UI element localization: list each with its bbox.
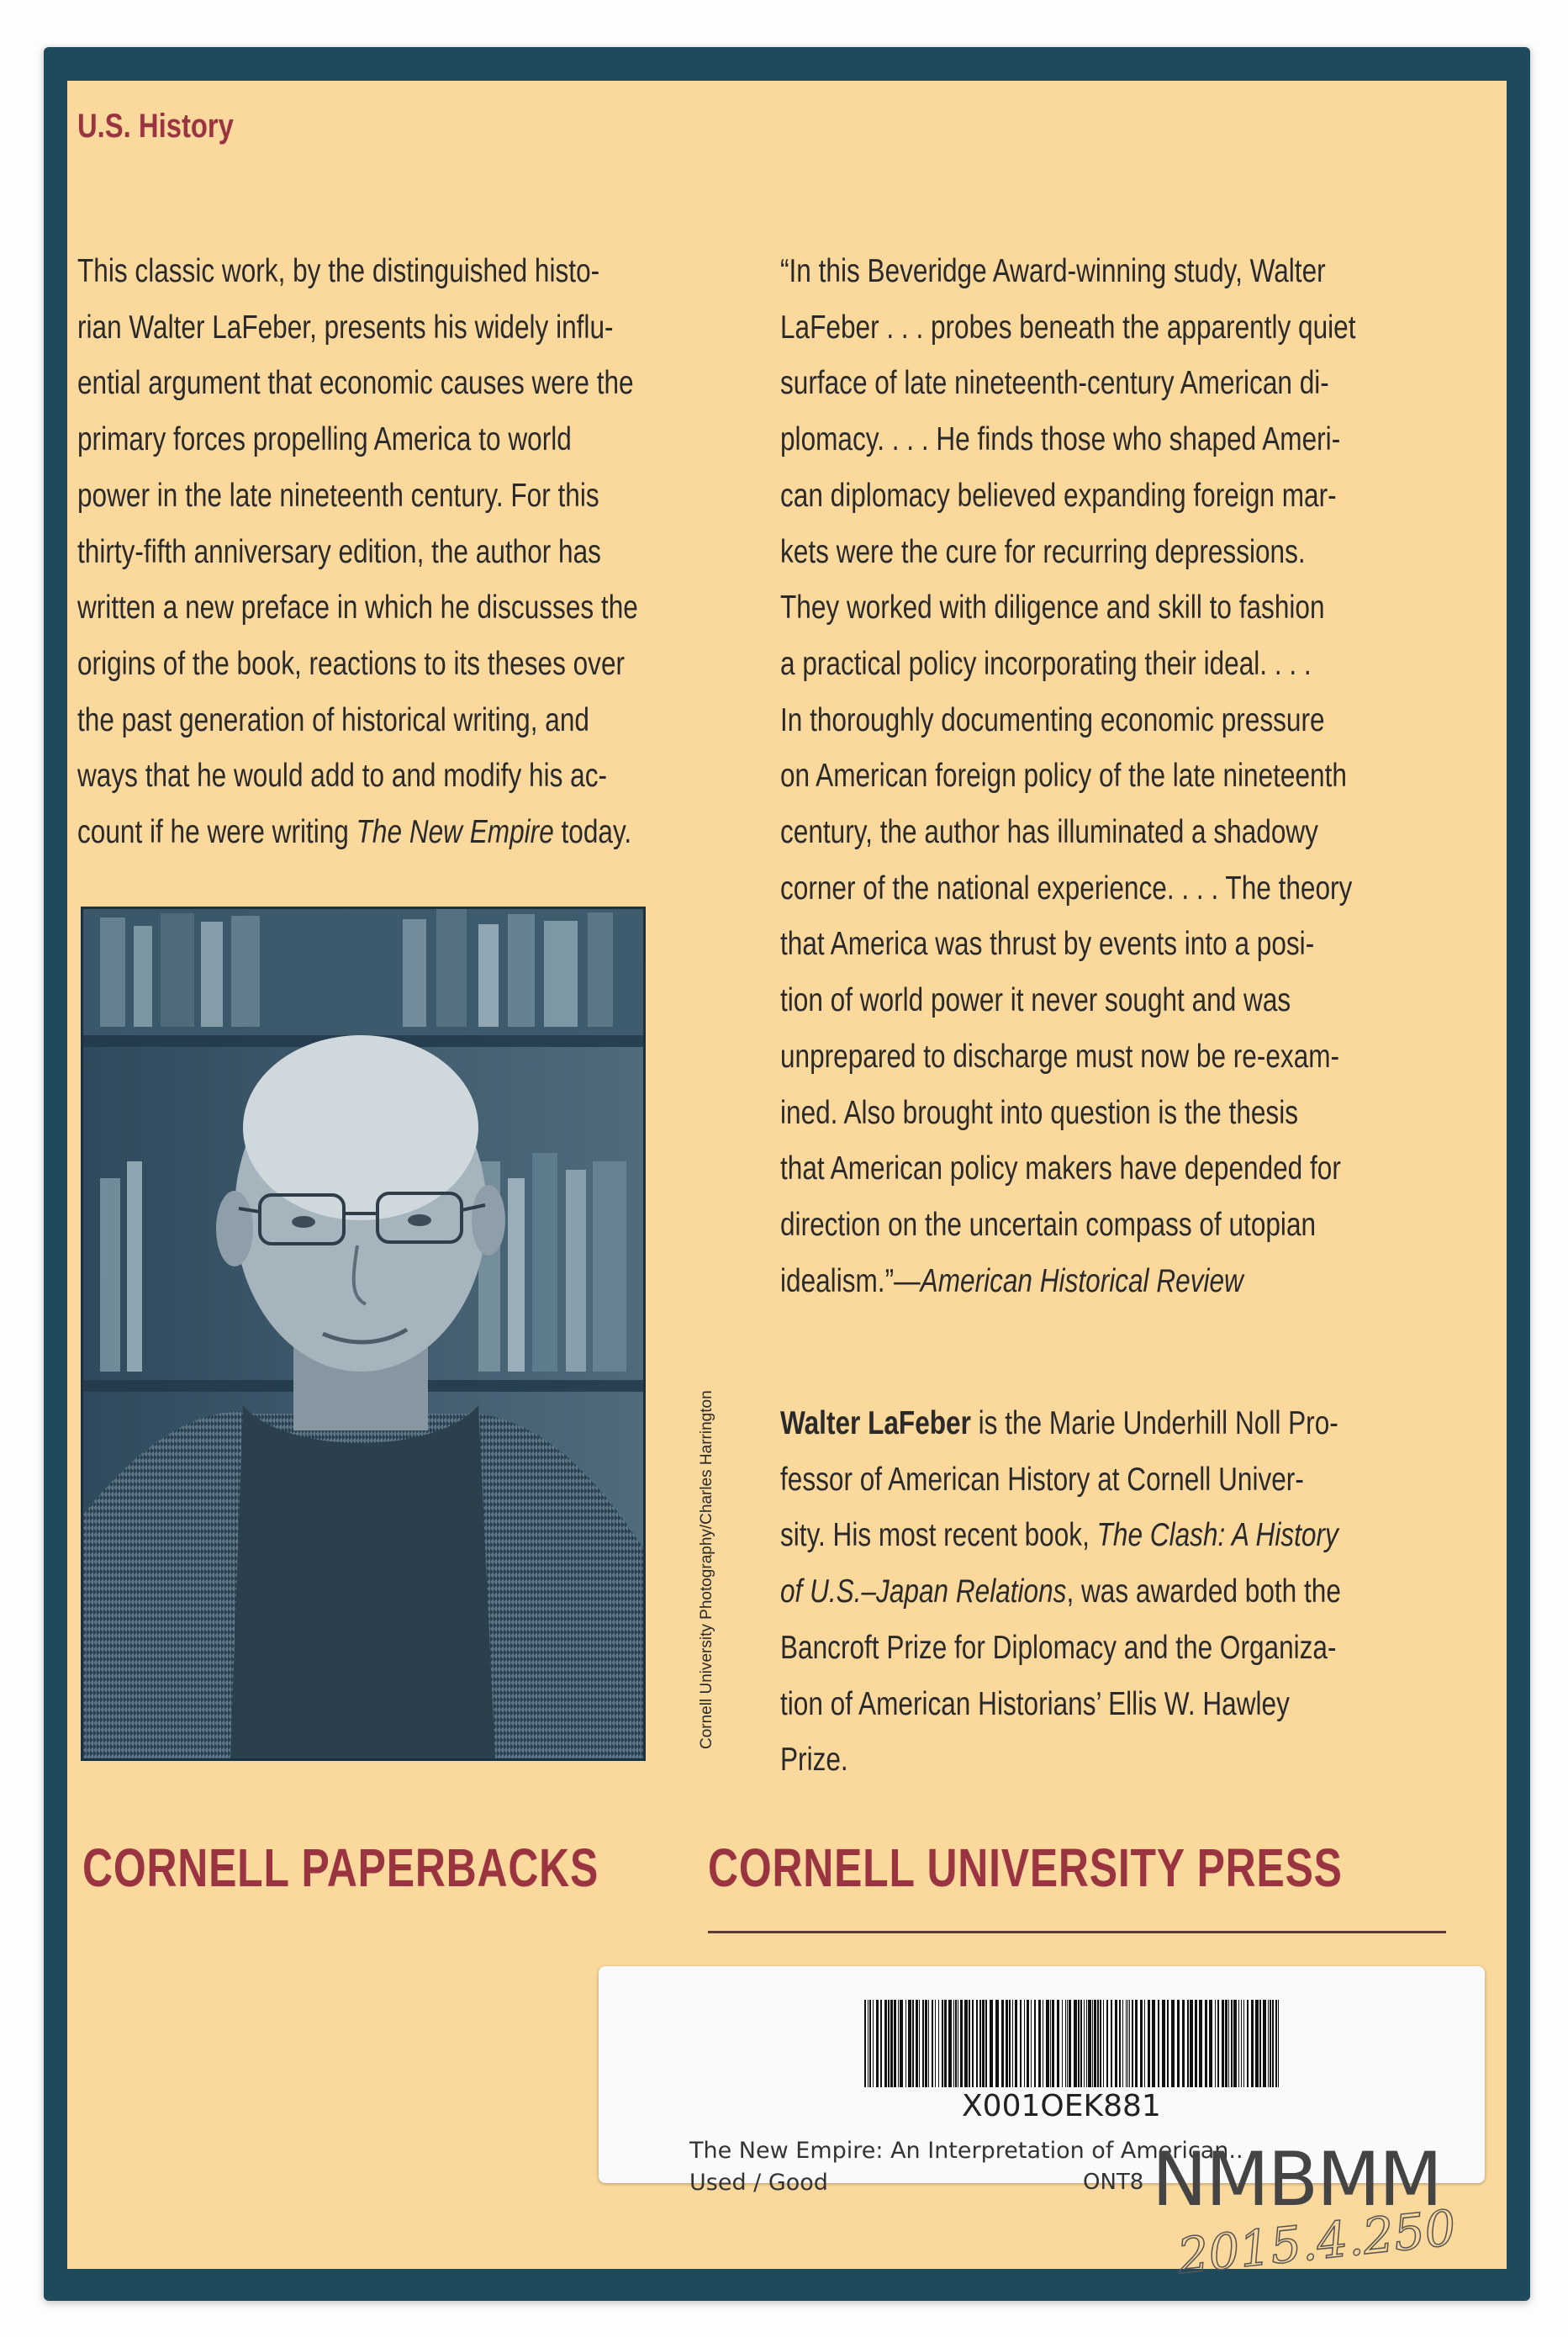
review-line: ined. Also brought into question is the thesis (780, 1094, 1299, 1131)
imprint-paperbacks: CORNELL PAPERBACKS (82, 1837, 599, 1898)
description-line: This classic work, by the distinguished histo- (77, 253, 600, 289)
description-text: count if he were writing (77, 814, 356, 851)
review-line: unprepared to discharge must now be re-exam- (780, 1038, 1340, 1075)
bio-line (780, 1396, 1449, 1452)
imprint-press: CORNELL UNIVERSITY PRESS (708, 1837, 1343, 1898)
review-line: They worked with diligence and skill to fashion (780, 590, 1325, 627)
bio-line: tion of American Historians’ Ellis W. Hawley (780, 1685, 1290, 1722)
bio-text: sity. His most recent book, (780, 1517, 1097, 1554)
bio-line: fessor of American History at Cornell Univer- (780, 1461, 1304, 1498)
category-label: U.S. History (77, 108, 234, 145)
review-line: tion of world power it never sought and was (780, 982, 1291, 1019)
description-line: ways that he would add to and modify his ac- (77, 758, 608, 795)
divider-rule (708, 1931, 1446, 1933)
review-line: that American policy makers have depended for (780, 1150, 1341, 1187)
description-line: written a new preface in which he discusses the (77, 590, 638, 627)
bio-text: , was awarded both the (1066, 1573, 1341, 1610)
author-bio (780, 1396, 1449, 1789)
sticker-condition: Used / Good (689, 2170, 828, 2196)
bio-text: is the Marie Underhill Noll Pro- (970, 1405, 1338, 1441)
review-line: kets were the cure for recurring depressions. (780, 533, 1306, 570)
review-line: plomacy. . . . He finds those who shaped Ameri- (780, 421, 1341, 458)
review-source: American Historical Review (920, 1262, 1243, 1299)
author-photo (81, 907, 646, 1761)
bio-book-title: of U.S.–Japan Relations (780, 1573, 1067, 1610)
sticker-code: X001OEK881 (962, 2089, 1161, 2123)
review-line: can diplomacy believed expanding foreign mar- (780, 477, 1337, 514)
description-line: thirty-fifth anniversary edition, the author has (77, 533, 601, 570)
review-line: that America was thrust by events into a posi- (780, 926, 1315, 963)
book-title: The New Empire (356, 814, 554, 851)
description-text: today. (553, 814, 632, 851)
bio-line (780, 1564, 1449, 1621)
review-line: LaFeber . . . probes beneath the apparently quiet (780, 309, 1356, 346)
photo-credit: Cornell University Photography/Charles Harrington (698, 1390, 715, 1749)
author-portrait-illustration (83, 909, 643, 1758)
description-last-line (77, 805, 717, 861)
museum-stamp: NMBMM (1152, 2136, 1441, 2223)
review-line: corner of the national experience. . . . The theory (780, 870, 1353, 907)
description-line: rian Walter LaFeber, presents his widely influ- (77, 309, 614, 346)
review-last-line (780, 1254, 1449, 1310)
sticker-title: The New Empire: An Interpretation of American.. (689, 2138, 1243, 2164)
sticker-location: ONT8 (1083, 2170, 1144, 2195)
accession-number: 2015.4.250 (1175, 2198, 1459, 2286)
review-line: direction on the uncertain compass of utopian (780, 1206, 1317, 1243)
bio-book-title: The Clash: A History (1096, 1517, 1338, 1554)
description-line: power in the late nineteenth century. For this (77, 477, 599, 514)
review-line: a practical policy incorporating their ideal. . . . (780, 645, 1312, 682)
review-line: “In this Beveridge Award-winning study, Walter (780, 253, 1326, 289)
barcode (864, 2000, 1285, 2087)
description-line: ential argument that economic causes were the (77, 365, 634, 402)
review-text: idealism.”— (780, 1262, 921, 1299)
bio-line: Prize. (780, 1742, 848, 1779)
author-name: Walter LaFeber (780, 1405, 971, 1441)
description-line: origins of the book, reactions to its theses over (77, 645, 626, 682)
review-line: on American foreign policy of the late nineteenth (780, 758, 1347, 795)
description-line: primary forces propelling America to world (77, 421, 572, 458)
bio-line: Bancroft Prize for Diplomacy and the Organiza- (780, 1629, 1337, 1666)
review-quote (780, 244, 1449, 1309)
review-line: century, the author has illuminated a shadowy (780, 814, 1318, 851)
book-description (77, 244, 717, 861)
review-line: surface of late nineteenth-century American di- (780, 365, 1329, 402)
description-line: the past generation of historical writing, and (77, 701, 589, 738)
bio-line (780, 1508, 1449, 1564)
review-line: In thoroughly documenting economic pressure (780, 701, 1325, 738)
